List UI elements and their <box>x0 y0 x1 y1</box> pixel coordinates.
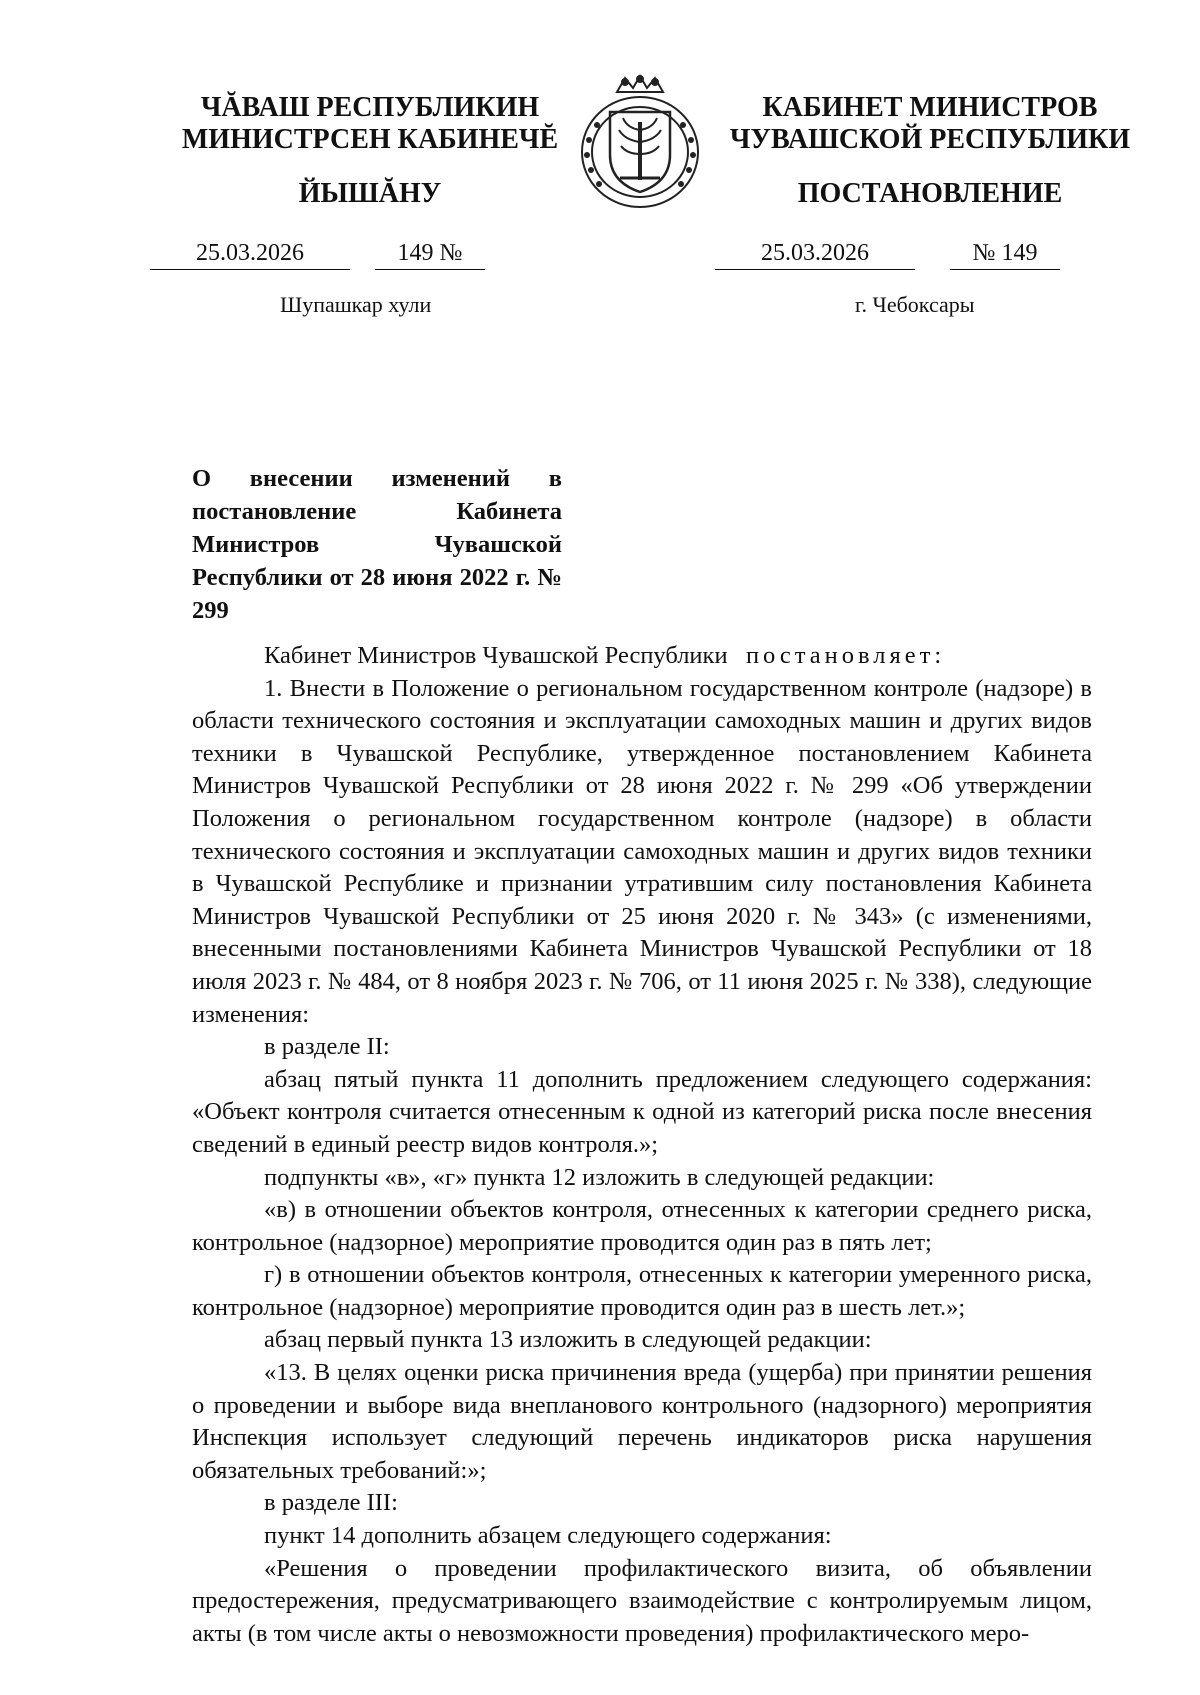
document-title: О внесении изменений в постановление Кабинета Министров Чувашской Республики от 28 июня 2022 г. № 299 <box>192 465 562 624</box>
document-body <box>192 640 1092 1650</box>
date-left: 25.03.2026 <box>150 240 350 270</box>
header-right-line2: ЧУВАШСКОЙ РЕСПУБЛИКИ <box>729 124 1131 155</box>
doc-type-right: ПОСТАНОВЛЕНИЕ <box>797 178 1063 209</box>
paragraph: подпункты «в», «г» пункта 12 изложить в следующей редакции: <box>264 1163 935 1191</box>
header-right <box>720 92 1140 156</box>
paragraph: абзац первый пункта 13 изложить в следующей редакции: <box>264 1326 872 1354</box>
header-right-line1: КАБИНЕТ МИНИСТРОВ <box>762 92 1098 123</box>
header-left-line1: ЧĂВАШ РЕСПУБЛИКИН <box>200 92 540 123</box>
paragraph: пункт 14 дополнить абзацем следующего содержания: <box>264 1522 832 1550</box>
intro-spaced-text: постановляет: <box>745 642 946 669</box>
header-left <box>170 92 570 156</box>
paragraph: 1. Внести в Положение о региональном государственном контроле (надзоре) в области технического состояния и эксплуатации самоходных машин и других видов техники в Чувашской Республике, утвержденное постановлением Кабинета Министров Чувашской Республики от 28 июня 2022 г. № 299 «Об утверждении Положения о региональном государственном контроле (надзоре) в области технического состояния и эксплуатации самоходных машин и других видов техники в Чувашской Республике и признании утратившим силу постановления Кабинета Министров Чувашской Республики от 25 июня 2020 г. № 343» (с изменениями, внесенными постановлениями Кабинета Министров Чувашской Республики от 18 июля 2023 г. № 484, от 8 ноября 2023 г. № 706, от 11 июня 2025 г. № 338), следующие изменения: <box>192 674 1092 1028</box>
doc-type-left: ЙЫШĂНУ <box>298 178 442 209</box>
header-left-line2: МИНИСТРСЕН КАБИНЕЧĔ <box>181 124 559 155</box>
paragraph: «13. В целях оценки риска причинения вреда (ущерба) при принятии решения о проведении и выборе вида внепланового контрольного (надзорного) мероприятия Инспекция использует следующий перечень индикаторов риска нарушения обязательных требований:»; <box>192 1359 1092 1484</box>
date-right: 25.03.2026 <box>715 240 915 270</box>
number-right: № 149 <box>950 240 1060 270</box>
paragraph: г) в отношении объектов контроля, отнесенных к категории умеренного риска, контрольное (надзорное) мероприятие проводится один раз в шесть лет.»; <box>192 1261 1092 1321</box>
paragraph: абзац пятый пункта 11 дополнить предложением следующего содержания: «Объект контроля считается отнесенным к одной из категорий риска после внесения сведений в единый реестр видов контроля.»; <box>192 1065 1092 1158</box>
paragraph: «Решения о проведении профилактического визита, об объявлении предостережения, предусматривающего взаимодействие с контролируемым лицом, акты (в том числе акты о невозможности проведения) профилактического меро- <box>192 1554 1092 1647</box>
chuvash-coat-of-arms-icon <box>575 70 705 210</box>
number-left: 149 № <box>375 240 485 270</box>
place-right: г. Чебоксары <box>855 292 975 317</box>
intro-paragraph <box>192 640 1092 673</box>
place-left: Шупашкар хули <box>280 292 432 317</box>
paragraph: в разделе II: <box>264 1033 390 1061</box>
paragraph: в разделе III: <box>264 1489 398 1517</box>
intro-text: Кабинет Министров Чувашской Республики <box>264 642 728 669</box>
paragraph: «в) в отношении объектов контроля, отнесенных к категории среднего риска, контрольное (надзорное) мероприятие проводится один раз в пять лет; <box>192 1196 1092 1256</box>
